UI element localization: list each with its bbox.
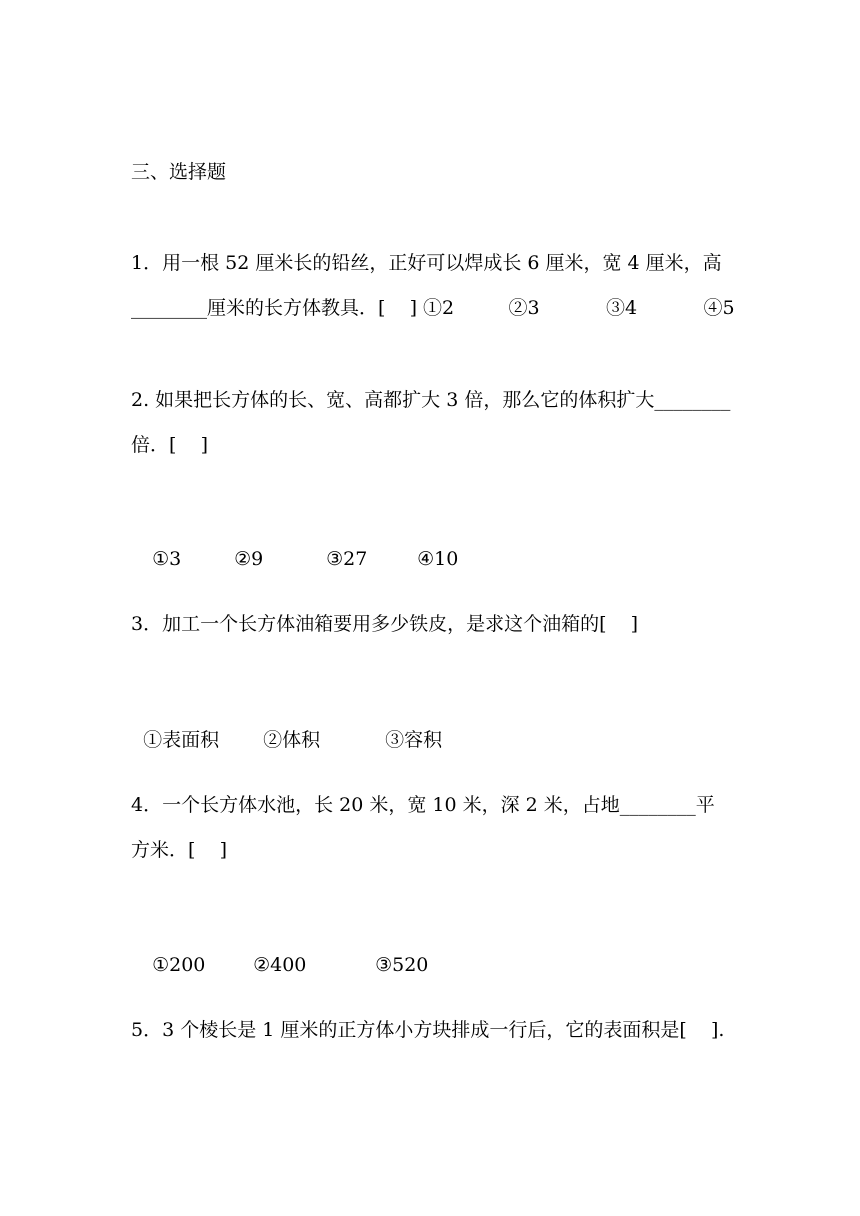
question-4-line-1: 4．一个长方体水池，长 20 米，宽 10 米，深 2 米，占地________平 [131,794,715,816]
question-3-option-3: ③容积 [385,729,443,751]
question-2-option-3: ③27 [326,548,368,570]
question-2-line-2: 倍．[ ] [131,434,208,456]
question-4-option-3: ③520 [375,954,429,976]
question-4-options [140,926,428,978]
question-3-line-1: 3．加工一个长方体油箱要用多少铁皮，是求这个油箱的[ ] [131,613,639,635]
question-4-line-2: 方米．[ ] [131,839,227,861]
question-4-option-2: ②400 [253,954,307,976]
question-3-options [131,701,442,753]
question-2-options [140,520,458,572]
question-4-option-1: ①200 [152,954,206,976]
question-2-option-4: ④10 [417,548,459,570]
question-5-line-1: 5．3 个棱长是 1 厘米的正方体小方块排成一行后，它的表面积是[ ]. [131,1019,725,1041]
question-3-option-1: ①表面积 [143,729,220,751]
question-3-option-2: ②体积 [263,729,321,751]
question-1-line-2: ________厘米的长方体教具．[ ] ①2 ②3 ③4 ④5 [131,297,735,319]
section-title: 三、选择题 [131,161,227,183]
question-2-option-2: ②9 [234,548,264,570]
question-1-line-1: 1．用一根 52 厘米长的铅丝，正好可以焊成长 6 厘米，宽 4 厘米，高 [131,252,722,274]
question-2-line-1: 2. 如果把长方体的长、宽、高都扩大 3 倍，那么它的体积扩大________ [131,389,731,411]
question-2-option-1: ①3 [152,548,182,570]
